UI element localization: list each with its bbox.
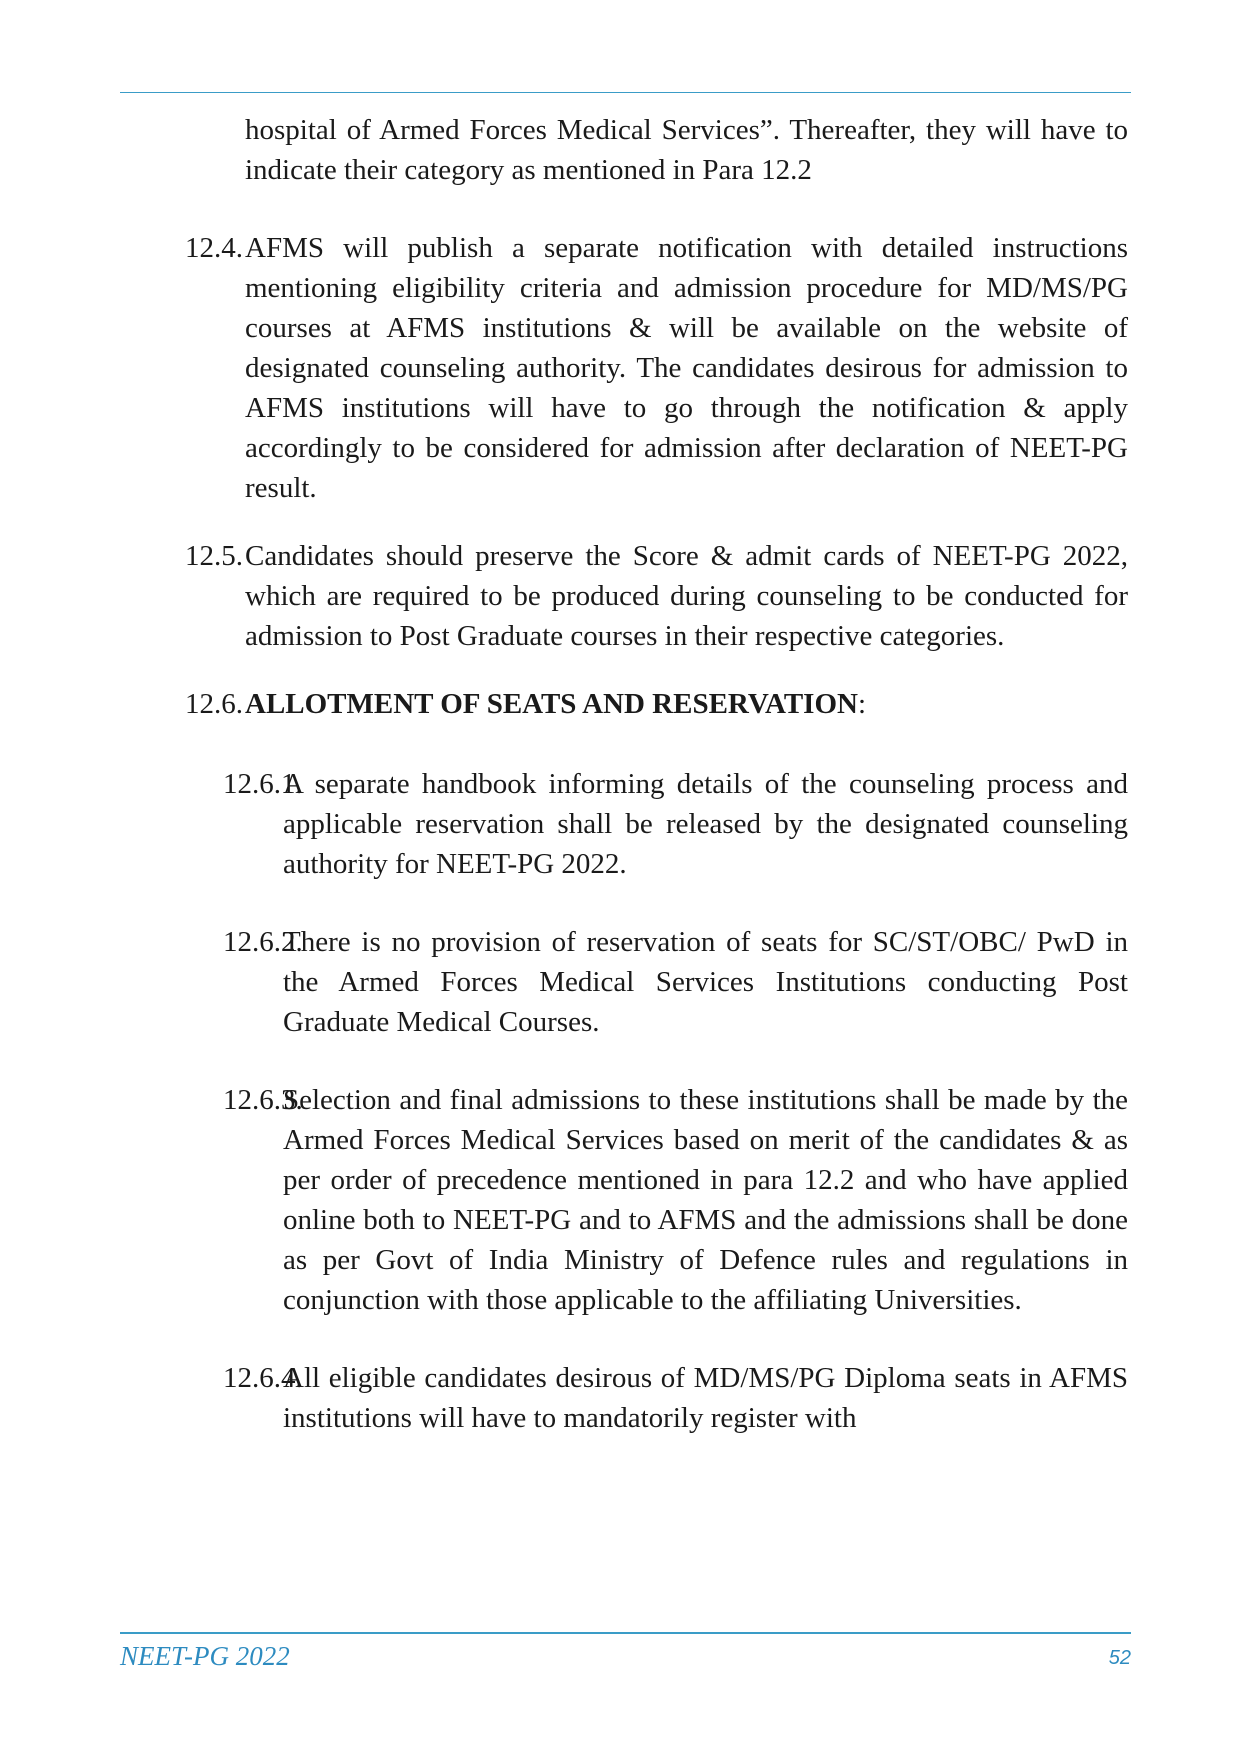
paragraph-text: There is no provision of reservation of seats for SC/ST/OBC/ PwD in the Armed Forces Medical Services Institutions conducting Post Graduate Medical Courses. — [283, 926, 1128, 1038]
paragraph-text: AFMS will publish a separate notification with detailed instructions mentioning eligibility criteria and admission procedure for MD/MS/PG courses at AFMS institutions & will be available on the website of designated counseling authority. The candidates desirous for admission to AFMS institutions will have to go through the notification & apply accordingly to be considered for admission after declaration of NEET-PG result. — [245, 232, 1128, 504]
paragraph-text: A separate handbook informing details of the counseling process and applicable reservation shall be released by the designated counseling authority for NEET-PG 2022. — [283, 768, 1128, 880]
paragraph-number: 12.6.2. — [223, 926, 303, 958]
paragraph-text: Candidates should preserve the Score & admit cards of NEET-PG 2022, which are required to be produced during counseling to be conducted for admission to Post Graduate courses in their respective categories. — [245, 540, 1128, 652]
footer-rule — [120, 1632, 1131, 1634]
paragraph-12-4 — [185, 228, 1128, 508]
paragraph-number: 12.6.1. — [223, 768, 303, 800]
paragraph-12-6-2 — [223, 922, 1128, 1042]
paragraph-text: All eligible candidates desirous of MD/MS/PG Diploma seats in AFMS institutions will have to mandatorily register with — [283, 1362, 1128, 1434]
paragraph-number: 12.6.4. — [223, 1362, 303, 1394]
page-number: 52 — [1108, 1647, 1131, 1669]
paragraph-12-6-4 — [223, 1358, 1128, 1438]
paragraph-12-5 — [185, 536, 1128, 656]
intro-paragraph — [245, 110, 1128, 190]
paragraph-text: Selection and final admissions to these institutions shall be made by the Armed Forces Medical Services based on merit of the candidates & as per order of precedence mentioned in para 12.2 and who have applied online both to NEET-PG and to AFMS and the admissions shall be done as per Govt of India Ministry of Defence rules and regulations in conjunction with those applicable to the affiliating Universities. — [283, 1084, 1128, 1316]
paragraph-number: 12.6.3. — [223, 1084, 303, 1116]
paragraph-12-6-1 — [223, 764, 1128, 884]
paragraph-number: 12.5. — [185, 540, 243, 572]
section-heading: ALLOTMENT OF SEATS AND RESERVATION — [245, 688, 858, 720]
heading-colon: : — [857, 688, 867, 720]
paragraph-number: 12.4. — [185, 232, 243, 264]
page-body — [0, 110, 1241, 1438]
intro-text: hospital of Armed Forces Medical Services”. Thereafter, they will have to indicate their category as mentioned in Para 12.2 — [245, 114, 1128, 186]
header-rule — [120, 92, 1131, 93]
footer-title: NEET-PG 2022 — [120, 1641, 290, 1671]
section-heading-12-6 — [185, 684, 1128, 724]
paragraph-12-6-3 — [223, 1080, 1128, 1320]
paragraph-number: 12.6. — [185, 688, 243, 720]
